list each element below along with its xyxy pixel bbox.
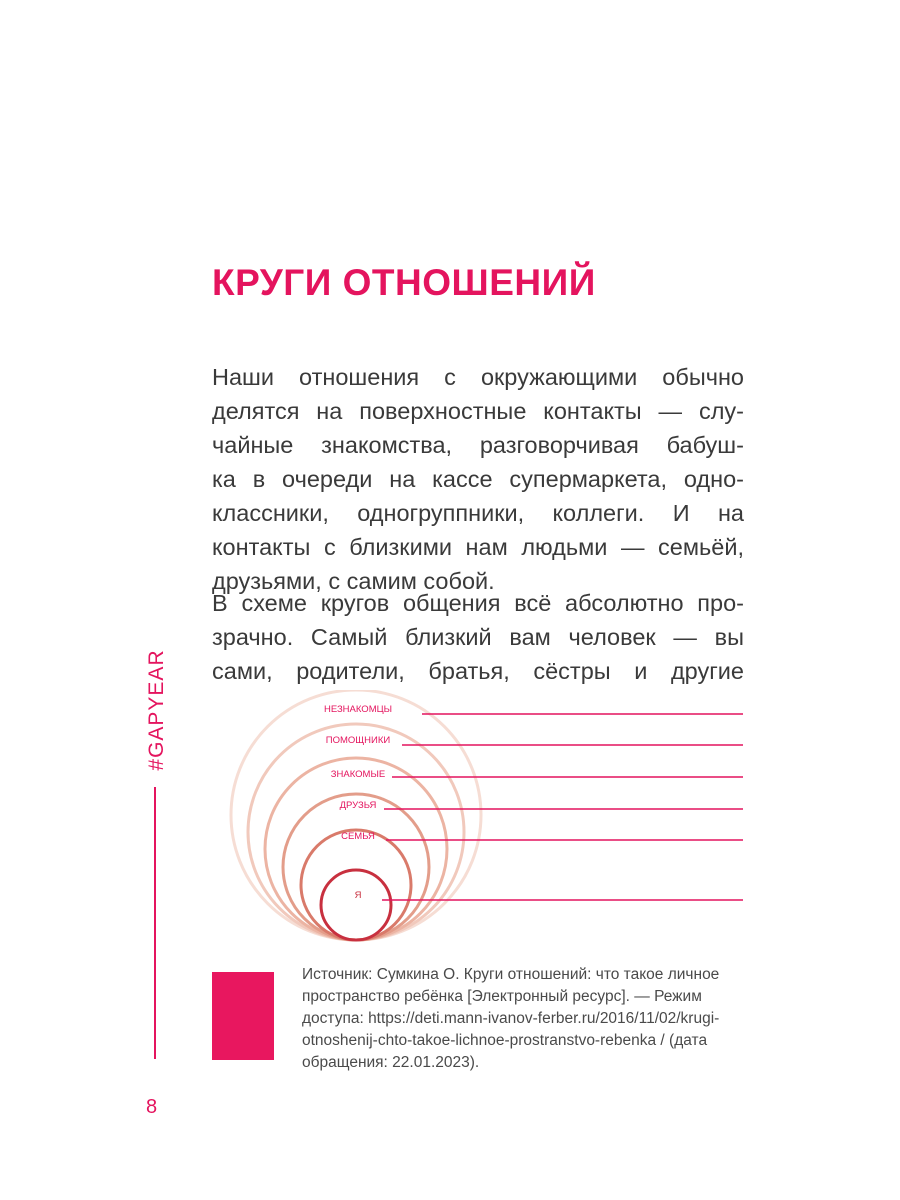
circle-family (301, 830, 411, 940)
text-line: В схеме кругов общения всё абсолютно про- (212, 590, 744, 616)
label-friends: ДРУЗЬЯ (339, 800, 377, 811)
paragraph-intro (212, 360, 744, 598)
citation-line: otnoshenij-chto-takoe-lichnoe-prostranstvo-rebenka / (дата (302, 1032, 708, 1049)
side-hashtag (142, 649, 172, 771)
page-number: 8 (146, 1096, 158, 1118)
text-line: Наши отношения с окружающими обычно (212, 364, 744, 390)
hashtag-text: #GAPYEAR (145, 649, 168, 771)
side-divider (154, 787, 156, 1059)
circle-acquaintances (265, 758, 447, 940)
label-family: СЕМЬЯ (341, 831, 375, 842)
text-line: сами, родители, братья, сёстры и другие (212, 658, 744, 684)
text-line: ка в очереди на кассе супермаркета, одно- (212, 466, 744, 492)
citation-line: обращения: 22.01.2023). (302, 1054, 480, 1071)
paragraph-circles (212, 586, 744, 688)
text-line: делятся на поверхностные контакты — слу- (212, 398, 744, 424)
label-strangers: НЕЗНАКОМЦЫ (323, 704, 393, 715)
text-line: друзьями, с самим собой. (212, 568, 495, 594)
source-marker-block (212, 972, 274, 1060)
circle-self (321, 870, 391, 940)
page-title: КРУГИ ОТНОШЕНИЙ (212, 262, 596, 303)
citation-line: пространство ребёнка [Электронный ресурс]. — Режим (302, 988, 702, 1005)
source-citation (302, 964, 752, 1074)
relationship-circles-diagram (212, 690, 752, 950)
circle-strangers (231, 690, 481, 940)
text-line: зрачно. Самый близкий вам человек — вы (212, 624, 744, 650)
label-self: Я (354, 890, 362, 901)
citation-line: доступа: https://deti.mann-ivanov-ferber.ru/2016/11/02/krugi- (302, 1010, 720, 1027)
label-acquaintances: ЗНАКОМЫЕ (330, 769, 386, 780)
citation-line: Источник: Сумкина О. Круги отношений: что такое личное (302, 966, 720, 983)
text-line: чайные знакомства, разговорчивая бабуш- (212, 432, 744, 458)
text-line: контакты с близкими нам людьми — семьёй, (212, 534, 744, 560)
text-line: классники, одногруппники, коллеги. И на (212, 500, 744, 526)
label-helpers: ПОМОЩНИКИ (325, 735, 391, 746)
